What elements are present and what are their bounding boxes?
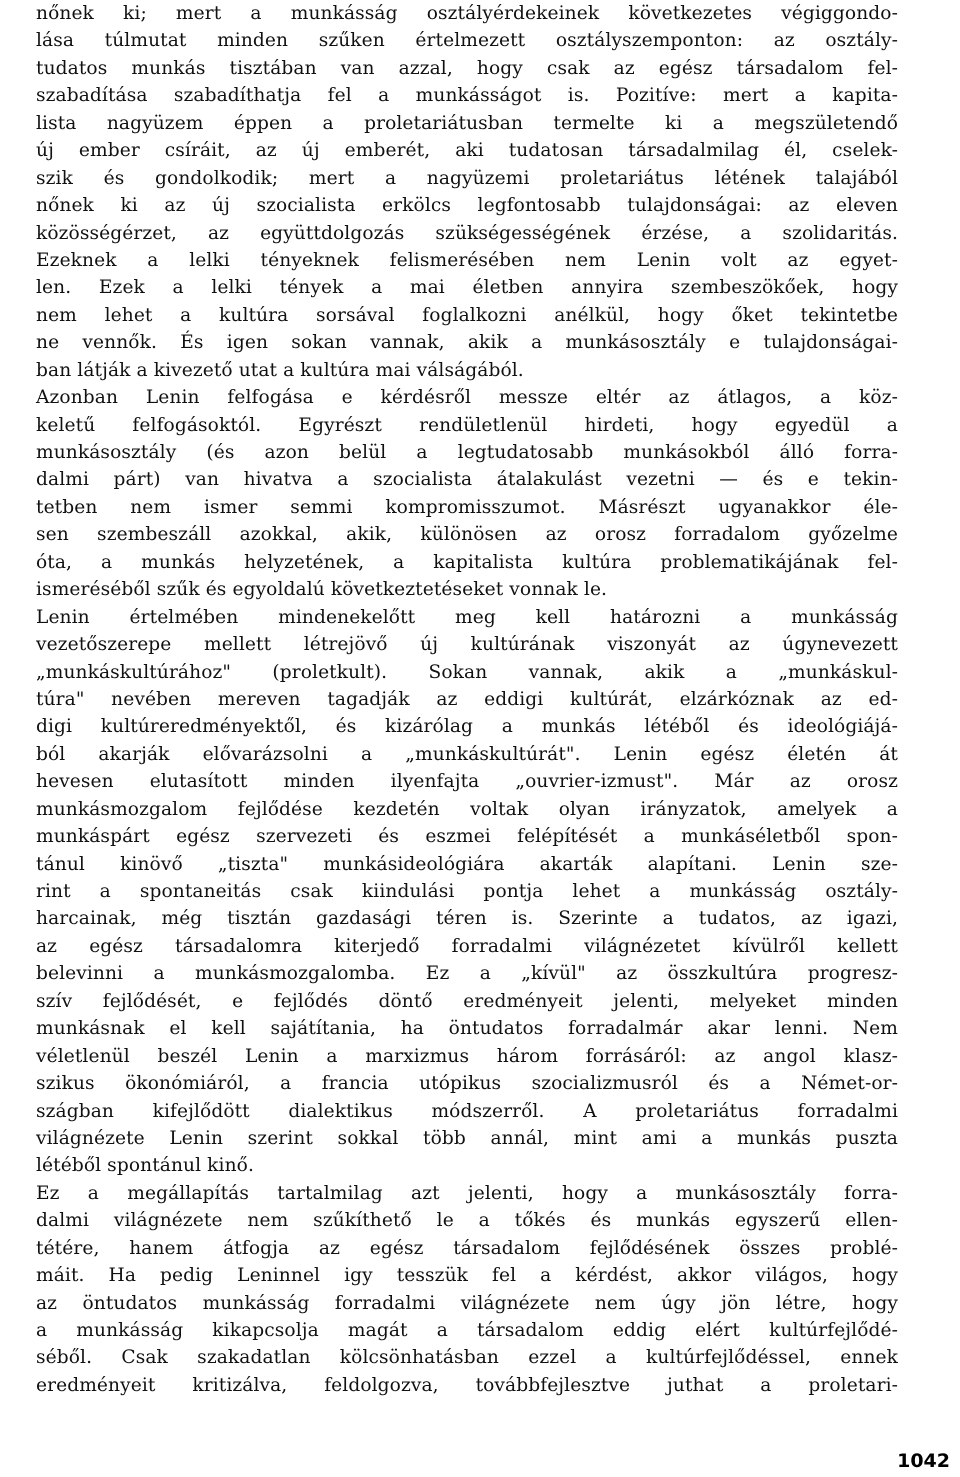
text-line: létéből spontánul kinő. <box>36 1155 254 1177</box>
text-line: munkásnak el kell sajátítania, ha öntudatos forradalmár akar lenni. Nem <box>36 1018 898 1040</box>
text-line: munkásmozgalom fejlődése kezdetén voltak olyan irányzatok, amelyek a <box>36 798 898 820</box>
text-line: nőnek ki; mert a munkásság osztályérdekeinek következetes végiggondo- <box>36 3 898 24</box>
text-line: óta, a munkás helyzetének, a kapitalista kultúra problematikájának fel- <box>36 551 898 573</box>
text-line: véletlenül beszél Lenin a marxizmus három forrásáról: az angol klasz- <box>36 1045 898 1067</box>
text-line: szív fejlődését, e fejlődés döntő eredményeit jelenti, melyeket minden <box>36 990 898 1012</box>
text-line: dalmi párt) van hivatva a szocialista átalakulást vezetni — és e tekin- <box>36 469 898 491</box>
text-line: eredményeit kritizálva, feldolgozva, továbbfejlesztve juthat a proletari- <box>36 1374 898 1396</box>
text-line: hevesen elutasított minden ilyenfajta „ouvrier-izmust". Már az orosz <box>36 771 898 793</box>
text-line: szikus ökonómiáról, a francia utópikus szocializmusról és a Német-or- <box>36 1073 898 1095</box>
text-line: ból akarják elővarázsolni a „munkáskultúrát". Lenin egész életén át <box>36 743 898 765</box>
text-line: szabadítása szabadíthatja fel a munkásságot is. Pozitíve: mert a kapita- <box>36 85 898 107</box>
page-number: 1042 <box>897 1450 950 1472</box>
text-line: tánul kinövő „tiszta" munkásideológiára akarták alapítani. Lenin sze- <box>36 853 898 875</box>
text-line: új ember csíráit, az új emberét, aki tudatosan társadalmilag él, cselek- <box>36 140 898 162</box>
text-line: túra" nevében mereven tagadják az eddigi kultúrát, elzárkóznak az ed- <box>36 688 898 710</box>
text-line: len. Ezek a lelki tények a mai életben annyira szembeszökőek, hogy <box>36 277 898 299</box>
text-line: sen szembeszáll azokkal, akik, különösen az orosz forradalom győzelme <box>36 524 898 546</box>
text-line: rint a spontaneitás csak kiindulási pontja lehet a munkásság osztály- <box>36 881 898 902</box>
text-line: Azonban Lenin felfogása e kérdésről messze eltér az átlagos, a köz- <box>36 387 898 409</box>
text-line: nem lehet a kultúra sorsával foglalkozni anélkül, hogy őket tekintetbe <box>36 304 898 326</box>
text-line: tétére, hanem átfogja az egész társadalom fejlődésének összes problé- <box>36 1237 898 1259</box>
text-line: lista nagyüzem éppen a proletariátusban termelte ki a megszületendő <box>36 112 898 134</box>
text-line: ismeréséből szűk és egyoldalú következtetéseket vonnak le. <box>36 579 608 601</box>
text-line: munkásosztály (és azon belül a legtudatosabb munkásokból álló forra- <box>36 442 898 463</box>
text-line: világnézete Lenin szerint sokkal több annál, mint ami a munkás puszta <box>36 1127 898 1149</box>
text-line: tudatos munkás tisztában van azzal, hogy csak az egész társadalom fel- <box>36 57 898 79</box>
text-line: vezetőszerepe mellett létrejövő új kultúrának viszonyát az úgynevezett <box>36 634 898 656</box>
text-line: séből. Csak szakadatlan kölcsönhatásban ezzel a kultúrfejlődéssel, ennek <box>36 1347 898 1369</box>
text-line: ne vennők. És igen sokan vannak, akik a munkásosztály e tulajdonságai- <box>36 332 898 354</box>
text-line: Ezeknek a lelki tényeknek felismerésében nem Lenin volt az egyet- <box>36 249 898 271</box>
body-text <box>36 0 898 1399</box>
text-line: munkáspárt egész szervezeti és eszmei felépítését a munkáséletből spon- <box>36 826 898 848</box>
text-line: lása túlmutat minden szűken értelmezett osztályszemponton: az osztály- <box>36 30 898 52</box>
text-line: szágban kifejlődött dialektikus módszerről. A proletariátus forradalmi <box>36 1100 898 1122</box>
text-line: nőnek ki az új szocialista erkölcs legfontosabb tulajdonságai: az eleven <box>36 195 898 217</box>
text-line: Lenin értelmében mindenekelőtt meg kell határozni a munkásság <box>36 606 898 628</box>
text-line: a munkásság kikapcsolja magát a társadalom eddig elért kultúrfejlődé- <box>36 1320 898 1341</box>
text-line: tetben nem ismer semmi kompromisszumot. Másrészt ugyanakkor éle- <box>36 496 898 518</box>
text-line: keletű felfogásoktól. Egyrészt rendületlenül hirdeti, hogy egyedül a <box>36 414 898 436</box>
text-line: ban látják a kivezető utat a kultúra mai válságából. <box>36 359 524 381</box>
text-line: harcainak, még tisztán gazdasági téren is. Szerinte a tudatos, az igazi, <box>36 908 898 930</box>
text-line: „munkáskultúrához" (proletkult). Sokan vannak, akik a „munkáskul- <box>36 661 898 683</box>
text-line: belevinni a munkásmozgalomba. Ez a „kívül" az összkultúra progresz- <box>36 963 898 985</box>
text-line: közösségérzet, az együttdolgozás szükségességének érzése, a szolidaritás. <box>36 222 898 244</box>
text-line: az egész társadalomra kiterjedő forradalmi világnézetet kívülről kellett <box>36 935 898 957</box>
text-line: dalmi világnézete nem szűkíthető le a tőkés és munkás egyszerű ellen- <box>36 1210 898 1232</box>
text-line: Ez a megállapítás tartalmilag azt jelenti, hogy a munkásosztály forra- <box>36 1182 898 1204</box>
text-line: az öntudatos munkásság forradalmi világnézete nem úgy jön létre, hogy <box>36 1292 898 1314</box>
text-line: szik és gondolkodik; mert a nagyüzemi proletariátus létének talajából <box>36 167 898 189</box>
text-line: digi kultúreredményektől, és kizárólag a munkás létéből és ideológiájá- <box>36 716 898 738</box>
text-line: máit. Ha pedig Leninnel igy tesszük fel a kérdést, akkor világos, hogy <box>36 1265 898 1287</box>
